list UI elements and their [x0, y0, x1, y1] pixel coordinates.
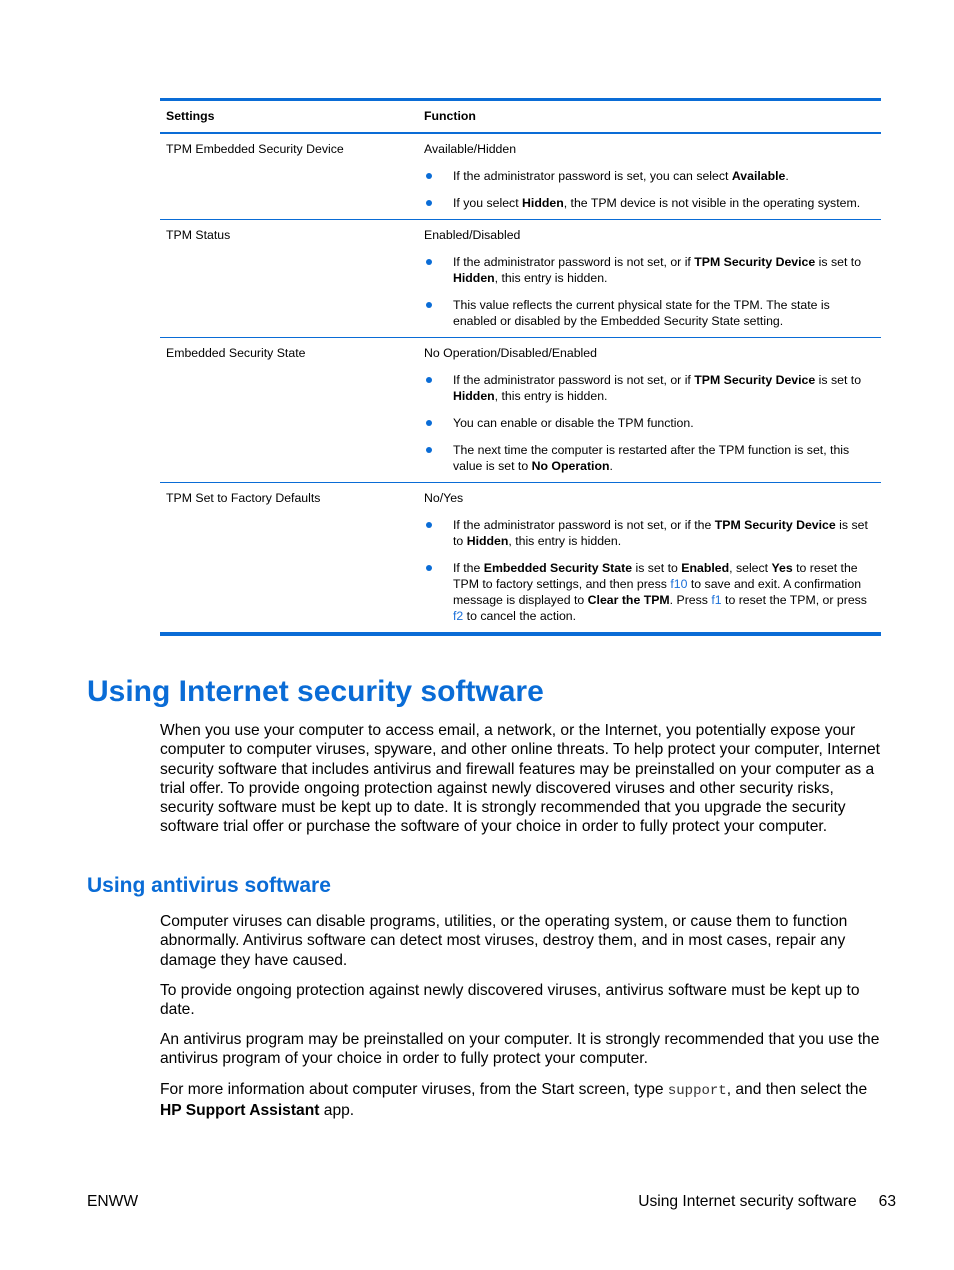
setting-name: TPM Status — [166, 228, 231, 242]
settings-table — [160, 98, 881, 636]
bullet-item — [424, 168, 875, 184]
bullet-item — [424, 297, 875, 329]
p4-text-mid: , and then select the — [726, 1081, 868, 1098]
bold-term: Hidden — [453, 271, 495, 285]
bold-term: Yes — [771, 561, 793, 575]
bullet-text: . — [609, 459, 613, 473]
bullet-text: . Press — [669, 593, 712, 607]
bold-term: TPM Security Device — [714, 518, 836, 532]
paragraph-antivirus-2: To provide ongoing protection against newly discovered viruses, antivirus software must be kept up to date. — [160, 982, 860, 1019]
bullet-item — [424, 442, 875, 474]
setting-values: Available/Hidden — [424, 142, 517, 156]
setting-values: Enabled/Disabled — [424, 228, 521, 242]
setting-name: TPM Embedded Security Device — [166, 142, 344, 156]
bullet-text: to reset the TPM, or press — [721, 593, 867, 607]
bullet-dot-icon — [426, 377, 432, 383]
section-heading-internet-security: Using Internet security software — [87, 675, 544, 708]
setting-values: No Operation/Disabled/Enabled — [424, 346, 597, 360]
bold-term: No Operation — [531, 459, 610, 473]
bullet-text: to reset the TPM to factory settings, and then press — [453, 561, 858, 591]
paragraph-internet-security: When you use your computer to access email, a network, or the Internet, you potentially expose your computer to computer viruses, spyware, and other online threats. To help protect your computer, Internet security software that includes antivirus and firewall features may be preinstalled on your computer as a trial offer. To provide ongoing protection against newly discovered viruses and other security risks, security software must be kept up to date. It is strongly recommended that you upgrade the security software trial offer or purchase the software of your choice in order to fully protect your computer. — [160, 722, 880, 836]
section-heading-antivirus: Using antivirus software — [87, 874, 331, 897]
hp-support-assistant-name: HP Support Assistant — [160, 1102, 320, 1120]
bullet-text: is set to — [815, 255, 862, 269]
function-cell — [424, 227, 881, 329]
paragraph-antivirus-1: Computer viruses can disable programs, utilities, or the operating system, or cause them to function abnormally. Antivirus software can detect most viruses, destroy them, and in most cases, repair any damage they have caused. — [160, 913, 848, 969]
bullet-dot-icon — [426, 447, 432, 453]
table-row — [160, 338, 881, 483]
bullet-item — [424, 415, 875, 431]
bullet-dot-icon — [426, 522, 432, 528]
bullet-text: to save and exit. A confirmation message is displayed to — [453, 577, 862, 607]
bullet-text: is set to — [632, 561, 682, 575]
bullet-text: This value reflects the current physical state for the TPM. The state is enabled or disabled by the Embedded Security State setting. — [453, 298, 830, 328]
bullet-dot-icon — [426, 173, 432, 179]
table-header-row — [160, 101, 881, 134]
bullet-text: , this entry is hidden. — [494, 389, 608, 403]
bullet-list — [424, 168, 875, 211]
bullet-dot-icon — [426, 200, 432, 206]
function-key: f2 — [453, 609, 464, 623]
bullet-text: You can enable or disable the TPM function. — [453, 416, 694, 430]
bullet-dot-icon — [426, 420, 432, 426]
bullet-list — [424, 254, 875, 329]
footer-left-label: ENWW — [87, 1193, 139, 1210]
bullet-list — [424, 372, 875, 474]
bullet-text: , this entry is hidden. — [494, 271, 608, 285]
bullet-text: If the administrator password is not set, or if — [453, 255, 695, 269]
bullet-list — [424, 517, 875, 624]
bullet-text: , the TPM device is not visible in the operating system. — [563, 196, 861, 210]
bold-term: Clear the TPM — [587, 593, 670, 607]
paragraph-antivirus-4 — [160, 1080, 885, 1121]
p4-text-start: For more information about computer viruses, from the Start screen, type — [160, 1081, 668, 1098]
support-command: support — [667, 1083, 727, 1099]
bold-term: Hidden — [466, 534, 509, 548]
bullet-text: to cancel the action. — [463, 609, 577, 623]
page-number: 63 — [878, 1193, 896, 1210]
bold-term: TPM Security Device — [694, 373, 816, 387]
bullet-text: is set to — [815, 373, 862, 387]
bullet-text: is set to — [453, 518, 868, 548]
bold-term: Enabled — [681, 561, 730, 575]
bullet-text: . — [785, 169, 789, 183]
column-header-function: Function — [424, 109, 476, 123]
function-cell — [424, 345, 881, 474]
bold-term: Hidden — [522, 196, 564, 210]
bullet-dot-icon — [426, 302, 432, 308]
bullet-item — [424, 560, 875, 624]
bullet-item — [424, 517, 875, 549]
bullet-dot-icon — [426, 259, 432, 265]
bullet-text: If you select — [453, 196, 523, 210]
bullet-item — [424, 372, 875, 404]
bold-term: Available — [731, 169, 786, 183]
setting-values: No/Yes — [424, 491, 464, 505]
bold-term: Hidden — [453, 389, 495, 403]
table-row — [160, 134, 881, 220]
table-row — [160, 220, 881, 338]
bold-term: Embedded Security State — [483, 561, 633, 575]
bullet-item — [424, 254, 875, 286]
bold-term: TPM Security Device — [694, 255, 816, 269]
function-key: f1 — [711, 593, 722, 607]
bullet-text: If the administrator password is not set, or if — [453, 373, 695, 387]
bullet-text: , this entry is hidden. — [508, 534, 622, 548]
function-cell — [424, 141, 881, 211]
paragraph-antivirus-3: An antivirus program may be preinstalled on your computer. It is strongly recommended that you use the antivirus program of your choice in order to fully protect your computer. — [160, 1031, 880, 1068]
p4-text-end: app. — [319, 1102, 355, 1120]
bullet-text: The next time the computer is restarted after the TPM function is set, this value is set to — [453, 443, 850, 473]
table-body — [160, 134, 881, 632]
column-header-settings: Settings — [166, 109, 215, 123]
bullet-text: If the administrator password is not set, or if the — [453, 518, 715, 532]
bullet-text: If the administrator password is set, you can select — [453, 169, 732, 183]
bullet-text: If the — [453, 561, 484, 575]
setting-name: TPM Set to Factory Defaults — [166, 491, 321, 505]
bullet-text: , select — [729, 561, 772, 575]
function-key: f10 — [670, 577, 688, 591]
table-row — [160, 483, 881, 632]
function-cell — [424, 490, 881, 624]
bullet-dot-icon — [426, 565, 432, 571]
footer-right — [638, 1192, 896, 1212]
setting-name: Embedded Security State — [166, 346, 306, 360]
footer-section-title: Using Internet security software — [638, 1193, 857, 1210]
bullet-item — [424, 195, 875, 211]
